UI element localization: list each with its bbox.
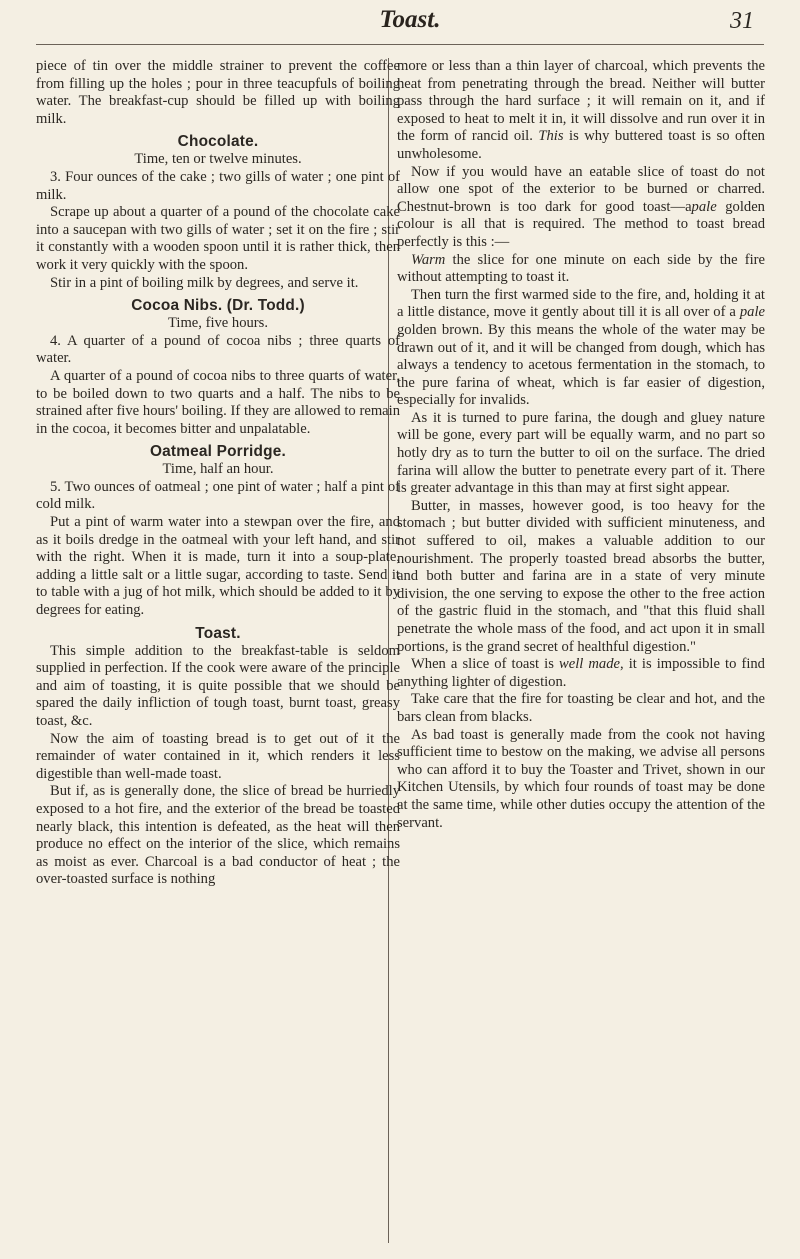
italic-text: pale [691,198,717,215]
section-heading-cocoa-nibs: Cocoa Nibs. (Dr. Todd.) [131,297,305,315]
section-heading-toast: Toast. [195,624,241,642]
header-rule [36,44,764,45]
right-column [397,58,765,832]
section-heading-chocolate: Chocolate. [177,133,259,151]
text-run: When a slice of toast is [411,656,554,673]
paragraph [397,58,765,164]
paragraph [397,252,765,287]
paragraph: Take care that the fire for toasting be clear and hot, and the bars clean from blacks. [397,691,765,725]
paragraph [397,287,765,410]
paragraph: Put a pint of warm water into a stewpan over the fire, and as it boils dredge in the oatmeal with your left hand, and stir with the right. When it is made, turn it into a soup-plate, adding a little salt or a little sugar, according to taste. Send it to table with a jug of hot milk, which should be added to it by degrees for eating. [36,514,400,619]
italic-text: pale [739,304,765,321]
paragraph: Stir in a pint of boiling milk by degrees, and serve it. [50,274,359,291]
text-run: golden colour is all that is required. The method to toast bread perfectly is this :— [397,198,765,250]
paragraph: This simple addition to the breakfast-table is seldom supplied in perfection. If the cook were aware of the principle and aim of toasting, it is quite possible that we should be spared the daily infliction of tough toast, burnt toast, greasy toast, &c. [36,642,400,729]
text-run: more or less than a thin layer of charcoal, which prevents the heat from penetrating through the bread. Neither will butter pass through the hard surface ; it will remain on it, and if exposed to heat to melt it in, it will dissolve and run over it in the form of rancid oil. [397,58,765,145]
paragraph [397,656,765,691]
text-run: golden brown. By this means the whole of the water may be drawn out of it, and it will be changed from dough, which has always a tendency to acetous fermentation in the stomach, to the pure farina of wheat, which is far easier of digestion, especially for invalids. [397,321,765,409]
paragraph: Scrape up about a quarter of a pound of the chocolate cake into a saucepan with two gills of water ; set it on the fire ; stir it constantly with a wooden spoon until it is rather thick, then work it very quickly with the spoon. [36,204,400,273]
paragraph: 5. Two ounces of oatmeal ; one pint of water ; half a pint of cold milk. [36,478,400,513]
paragraph: 4. A quarter of a pound of cocoa nibs ; three quarts of water. [36,332,400,367]
paragraph: Now the aim of toasting bread is to get out of it the remainder of water contained in it, which renders it less digestible than well-made toast. [36,730,400,782]
text-run: is why buttered toast is so often unwholesome. [397,128,765,162]
text-run: , it is impossible to find anything lighter of digestion. [397,656,765,690]
italic-text: This [538,128,564,145]
recipe-time: Time, five hours. [168,315,268,332]
page-header [60,6,760,40]
paragraph: But if, as is generally done, the slice of bread be hurriedly exposed to a hot fire, and the exterior of the bread be toasted nearly black, this intention is defeated, as the heat will then produce no effect on the interior of the slice, which remains as moist as ever. Charcoal is a bad conductor of heat ; the over-toasted surface is nothing [36,783,400,888]
text-run: Then turn the first warmed side to the fire, and, holding it at a little distance, move it gently about till it is all over of a [397,286,765,321]
paragraph: A quarter of a pound of cocoa nibs to three quarts of water, to be boiled down to two quarts and a half. The nibs to be strained after five hours' boiling. If they are allowed to remain in the cocoa, it becomes bitter and unpalatable. [36,367,400,437]
paragraph: piece of tin over the middle strainer to prevent the coffee from filling up the holes ; pour in three teacupfuls of boiling water. The breakfast-cup should be filled up with boiling milk. [36,58,400,127]
italic-text: well made [558,656,620,673]
paragraph [397,164,765,252]
section-heading-oatmeal-porridge: Oatmeal Porridge. [150,443,286,461]
paragraph: Butter, in masses, however good, is too heavy for the stomach ; but butter divided with sufficient minuteness, and not suffered to oil, makes a valuable addition to our nourishment. The properly toasted bread absorbs the butter, and both butter and farina are in a state of very minute division, the one serving to expose the other to the free action of the gastric fluid in the stomach, and "that this fluid shall penetrate the whole mass of the food, and act upon it in small portions, is the grand secret of healthful digestion." [397,497,765,655]
paragraph: 3. Four ounces of the cake ; two gills of water ; one pint of milk. [36,168,400,203]
recipe-time: Time, half an hour. [162,461,274,478]
recipe-time: Time, ten or twelve minutes. [134,151,302,168]
running-title: Toast. [379,6,441,33]
text-run: the slice for one minute on each side by the fire without attempting to toast it. [397,251,765,286]
left-column [36,58,400,889]
text-run: Now if you would have an eatable slice of toast do not allow one spot of the exterior to be burned or charred. Chestnut-brown is too dark for good toast—a [397,163,765,215]
paragraph: As bad toast is generally made from the cook not having sufficient time to bestow on the making, we advise all persons who can afford it to buy the Toaster and Trivet, shown in our Kitchen Utensils, by which four rounds of toast may be done at the same time, while other duties occupy the attention of the servant. [397,726,765,831]
italic-text: Warm [411,251,446,268]
page-number: 31 [730,8,754,34]
paragraph: As it is turned to pure farina, the dough and gluey nature will be gone, every part will be equally warm, and no part so hotly dry as to turn the butter to oil on the surface. The dried farina will allow the butter to penetrate every part of it. There is greater advantage in this than may at first sight appear. [397,409,765,497]
